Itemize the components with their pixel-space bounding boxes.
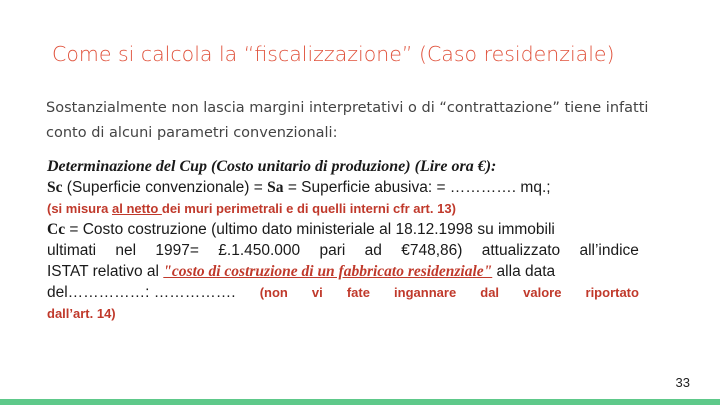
cc-label: Cc [47,221,66,238]
cc-line4-date: del……………: ……………. [47,284,236,301]
note1-start: (si misura [47,201,113,216]
cc-definition-line3 [47,261,639,282]
note2-word: fate [346,285,370,300]
note2-word: riportato [585,285,639,300]
cc-line2-word: nel [115,242,137,259]
sc-text: (Superficie convenzionale) = [62,179,268,196]
cc-line2-word: €748,86) [401,242,463,259]
cc-line2-word: ad [364,242,382,259]
note1-underlined: al netto [112,201,162,216]
cc-line2-word: £.1.450.000 [218,242,301,259]
note1-end: dei muri perimetrali e di quelli interni cfr art. 13) [161,201,456,216]
note2-word: (non [259,285,288,300]
cc-line1-text: = Costo costruzione (ultimo dato ministeriale al 18.12.1998 su immobili [65,221,555,238]
cc-definition-line2 [47,240,639,261]
sc-label: Sc [47,179,63,196]
formula-section [47,156,639,324]
sa-text: = Superficie abusiva: = …………. mq.; [283,179,551,196]
sc-definition [47,177,639,198]
cc-line2-word: pari [319,242,346,259]
note2-word: ingannare [394,285,457,300]
note-al-netto [47,198,639,219]
cc-definition-line4 [47,282,639,303]
intro-paragraph: Sostanzialmente non lascia margini interpretativi o di “contrattazione” tiene infatti conto di alcuni parametri convenzionali: [46,100,649,141]
cc-line3-start: ISTAT relativo al [47,263,164,280]
cc-definition-line1 [47,219,639,240]
cc-line3-end: alla data [492,263,556,280]
note2-word: valore [523,285,562,300]
note2-word: vi [311,285,323,300]
cc-line2-word: ultimati [47,242,97,259]
section-heading: Determinazione del Cup (Costo unitario di produzione) (Lire ora €): [47,158,497,175]
slide-title: Come si calcola la “fiscalizzazione” (Caso residenziale) [52,42,615,66]
bottom-accent-bar [0,399,720,405]
cc-quoted-term: "costo di costruzione di un fabbricato residenziale" [163,263,493,280]
sa-label: Sa [267,179,284,196]
page-number: 33 [675,375,690,390]
note2-word: dal [480,285,500,300]
cc-line2-word: 1997= [155,242,199,259]
cc-line2-word: all’indice [579,242,639,259]
cc-line2-word: attualizzato [481,242,561,259]
note-art14: dall’art. 14) [47,306,116,321]
